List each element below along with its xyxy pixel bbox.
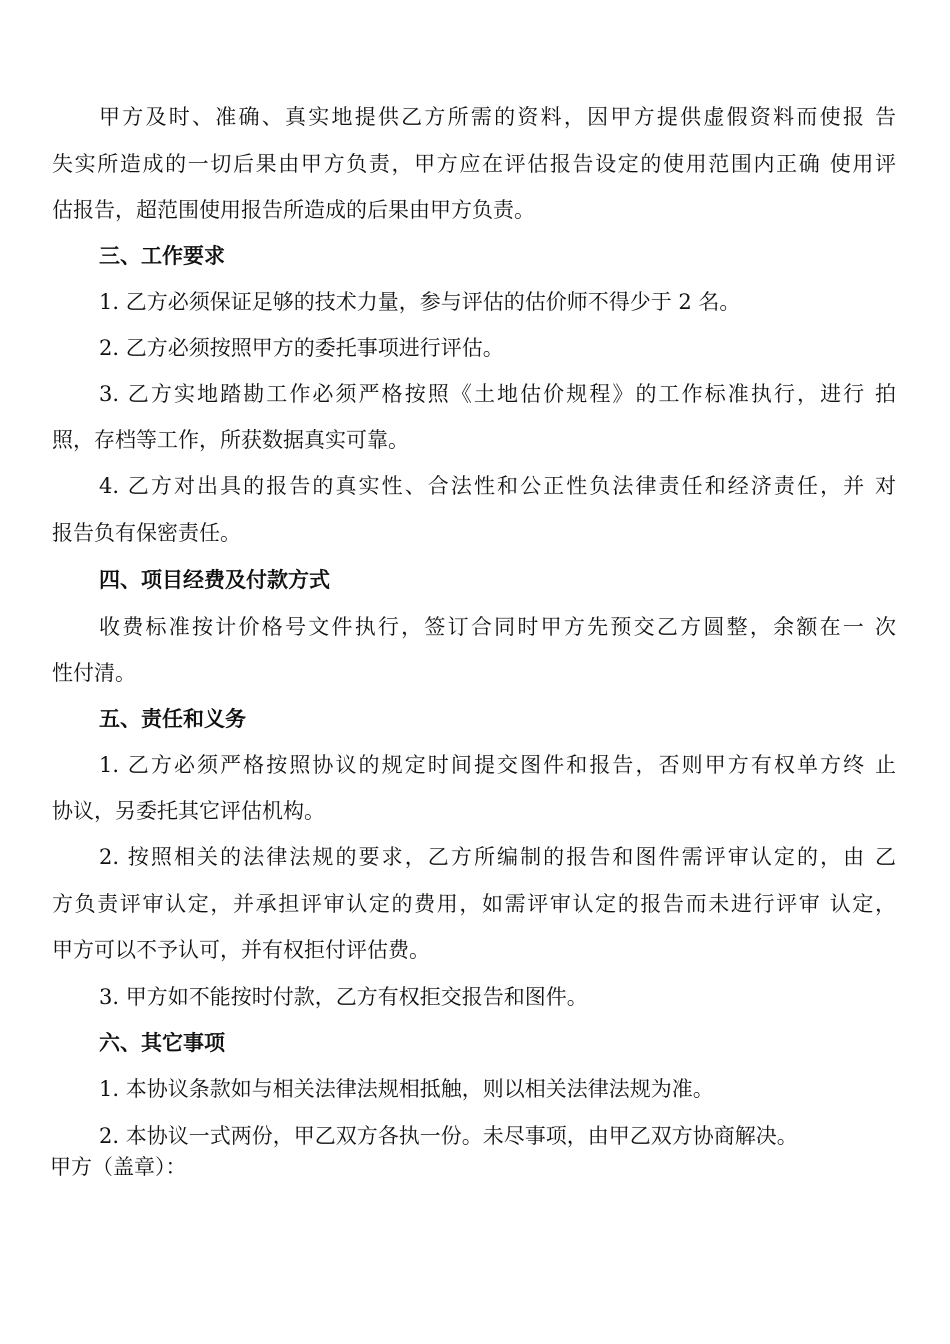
section-heading-fees-payment: 四、项目经费及付款方式 xyxy=(99,567,330,592)
text-line: 1. 乙方必须严格按照协议的规定时间提交图件和报告，否则甲方有权单方终 止 xyxy=(99,753,896,777)
text-line: 2. 按照相关的法律法规的要求，乙方所编制的报告和图件需评审认定的，由 乙 xyxy=(99,845,896,869)
text-line: 报告负有保密责任。 xyxy=(52,521,241,545)
text-line: 甲方及时、准确、真实地提供乙方所需的资料，因甲方提供虚假资料而使报 告 xyxy=(99,105,896,129)
clause-3-1: 1. 乙方必须保证足够的技术力量，参与评估的估价师不得少于 2 名。 xyxy=(99,290,741,314)
section-heading-responsibilities: 五、责任和义务 xyxy=(99,706,246,731)
text-line: 收费标准按计价格号文件执行，签订合同时甲方先预交乙方圆整，余额在一 次 xyxy=(99,615,896,639)
text-line: 照，存档等工作，所获数据真实可靠。 xyxy=(52,428,409,452)
text-line: 协议，另委托其它评估机构。 xyxy=(52,799,325,823)
signature-party-a: 甲方（盖章）： xyxy=(50,1155,187,1179)
clause-6-2: 2. 本协议一式两份，甲乙双方各执一份。未尽事项，由甲乙双方协商解决。 xyxy=(99,1124,798,1148)
clause-3-2: 2. 乙方必须按照甲方的委托事项进行评估。 xyxy=(99,336,504,360)
text-line: 估报告，超范围使用报告所造成的后果由甲方负责。 xyxy=(52,198,535,222)
section-heading-work-requirements: 三、工作要求 xyxy=(99,243,225,268)
text-line: 甲方可以不予认可，并有权拒付评估费。 xyxy=(52,938,430,962)
clause-6-1: 1. 本协议条款如与相关法律法规相抵触，则以相关法律法规为准。 xyxy=(99,1077,714,1101)
text-line: 4. 乙方对出具的报告的真实性、合法性和公正性负法律责任和经济责任，并 对 xyxy=(99,474,896,498)
section-heading-other-matters: 六、其它事项 xyxy=(99,1030,225,1055)
text-line: 3. 乙方实地踏勘工作必须严格按照《土地估价规程》的工作标准执行，进行 拍 xyxy=(99,382,896,406)
text-line: 方负责评审认定，并承担评审认定的费用，如需评审认定的报告而未进行评审 认定， xyxy=(52,892,896,916)
text-line: 性付清。 xyxy=(52,661,136,685)
clause-5-3: 3. 甲方如不能按时付款，乙方有权拒交报告和图件。 xyxy=(99,985,588,1009)
text-line: 失实所造成的一切后果由甲方负责，甲方应在评估报告设定的使用范围内正确 使用评 xyxy=(52,152,896,176)
